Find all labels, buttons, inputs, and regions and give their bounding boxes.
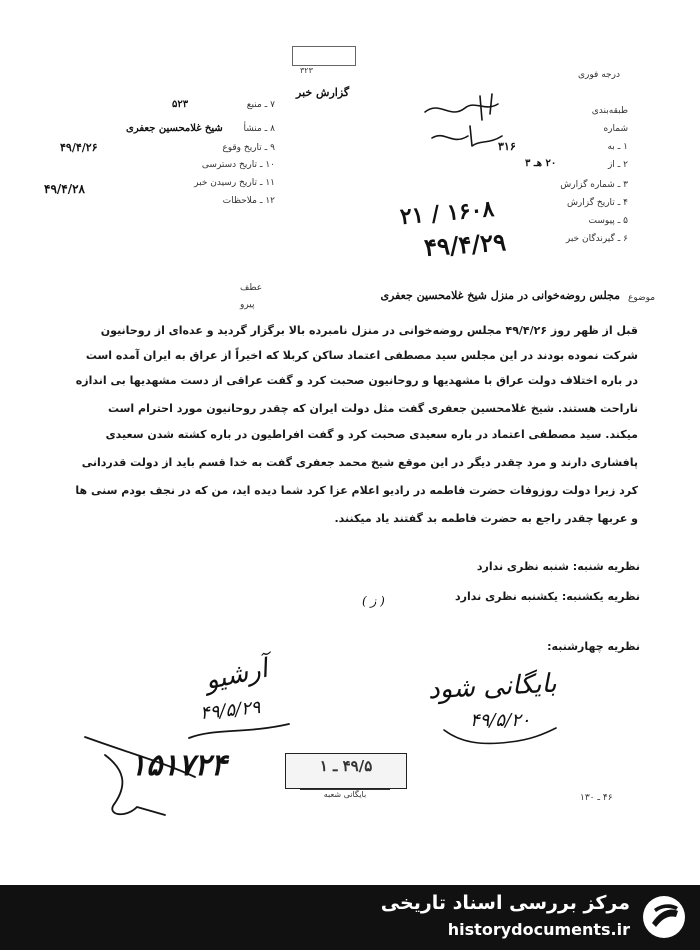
watermark-website-text: historydocuments.ir [447, 920, 630, 939]
page-code [580, 793, 613, 803]
field-recipients [520, 234, 628, 244]
report-subtitle-text: گزارش خبر [296, 86, 350, 99]
field-source-label: ۷ ـ منبع [246, 100, 275, 110]
field-report-no [520, 180, 628, 190]
archive-note-text: آرشیو [202, 653, 271, 697]
field-event-date-value-text: ۴۹/۴/۲۶ [60, 141, 98, 154]
header-scribble-2 [432, 126, 502, 146]
subject-side-b [240, 300, 255, 310]
urgency-label-text: درجه فوری [578, 70, 620, 80]
field-receive-date-value-text: ۴۹/۴/۲۸ [44, 182, 85, 196]
body-line-3 [75, 374, 638, 387]
report-subtitle [296, 86, 349, 99]
handwritten-reg-number [399, 196, 495, 230]
field-receive-date-value [44, 182, 85, 196]
field-classification [520, 106, 628, 116]
field-report-date [520, 198, 628, 208]
note-sunday [360, 590, 640, 603]
field-event-date-value [60, 141, 98, 154]
body-line-5-text: میکند. سید مصطفی اعتماد در باره سعیدی صحبت کرد و گفت افراطیون در باره کشته شدن سعیدی [105, 428, 638, 441]
subject-side-a-text: عطف [240, 283, 263, 293]
field-source-value-text: ۵۲۳ [172, 99, 189, 110]
field-origin-value [126, 123, 223, 134]
body-line-6-text: پافشاری دارند و مرد چقدر دیگر در این موقع شیخ محمد جعفری گفت به خدا قسم باید از دولت قدردانی [81, 456, 638, 469]
body-line-2-text: شرکت نموده بودند در این مجلس سید مصطفی اعتماد ساکن کربلا که اخیراً از عراق به ایران آمده است [85, 349, 638, 362]
subject-label-text: موضوع [628, 293, 656, 303]
handwritten-reg-date-text: ۴۹/۴/۲۹ [423, 227, 507, 262]
watermark-logo-icon [640, 893, 688, 941]
signature-right-flourish-stroke [444, 728, 556, 744]
top-stamp-box [292, 46, 356, 66]
subject-side-a [240, 283, 262, 293]
field-receive-date-label: ۱۱ ـ تاریخ رسیدن خبر [194, 178, 275, 188]
note-saturday-text: نظریه شنبه: شنبه نظری ندارد [476, 560, 640, 573]
body-line-2 [85, 349, 638, 362]
field-access-date [120, 160, 275, 170]
field-event-date [120, 143, 275, 153]
body-line-8 [98, 512, 638, 525]
handwritten-reg-number-text: ۱۶۰۸ / ۲۱ [399, 195, 496, 231]
handwritten-reg-date [423, 227, 507, 262]
field-to-label: ۱ ـ به [607, 142, 628, 152]
note-saturday [360, 560, 640, 573]
field-classification-label: طبقه‌بندی [591, 106, 628, 116]
field-from-label: ۲ ـ از [607, 160, 628, 170]
field-report-date-label: ۴ ـ تاریخ گزارش [566, 198, 628, 208]
note-wednesday [460, 640, 640, 653]
header-scribble-1 [425, 94, 498, 120]
field-from-value-text: ۲۰ هـ ۳ [525, 158, 557, 169]
subject-text-value: مجلس روضه‌خوانی در منزل شیخ غلامحسین جعفری [380, 289, 620, 302]
subject-text [330, 289, 620, 302]
archive-note [203, 654, 271, 696]
signature-right-text: بایگانی شود [427, 668, 558, 706]
watermark-website [440, 920, 630, 939]
signature-right-date-text: ۴۹/۵/۲۰ [470, 710, 531, 731]
watermark-org-name-text: مرکز بررسی اسناد تاریخی [380, 892, 630, 914]
ministry-code-text: ۳۲۳ [300, 66, 313, 75]
big-reference-number-text: ۱۵۱۷۲۴ [130, 748, 227, 783]
field-attachment [520, 216, 628, 226]
field-remarks-label: ۱۲ ـ ملاحظات [222, 196, 275, 206]
body-line-4-text: ناراحت هستند. شیخ غلامحسین جعفری گفت مثل دولت ایران که چقدر روحانیون مورد احترام است [107, 402, 638, 415]
body-line-7-text: کرد زیرا دولت روزوفات حضرت فاطمه در رادیو اعلام عزا کرد شما دیده اید، من که در نجف بودم سنی ها [75, 484, 638, 497]
body-line-5 [98, 428, 638, 441]
note-wednesday-text: نظریه چهارشنبه: [547, 640, 640, 653]
header-scribble-graphic [420, 90, 530, 160]
field-attachment-label: ۵ ـ پیوست [588, 216, 628, 226]
body-line-1-text: قبل از ظهر روز ۴۹/۴/۲۶ مجلس روضه‌خوانی در منزل نامبرده بالا برگزار گردید و عده‌ای از روحانیون [100, 324, 638, 337]
body-line-4 [98, 402, 638, 415]
field-receive-date [120, 178, 275, 188]
archive-date-text: ۴۹/۵/۲۹ [199, 696, 262, 725]
watermark-org-name [380, 892, 630, 914]
big-reference-number [130, 748, 227, 783]
note-sunday-text: نظریه یکشنبه: یکشنبه نظری ندارد [455, 590, 640, 603]
archive-stamp-caption-text: بایگانی شعبه [323, 790, 367, 799]
archive-stamp-text-value: ۴۹/۵ ـ ۱ [319, 757, 373, 775]
field-number-label: شماره [603, 124, 628, 134]
field-origin-value-text: شیخ غلامحسین جعفری [126, 123, 223, 134]
note-sunday-initial-text: ( ز ) [362, 594, 385, 608]
archive-stamp [285, 753, 407, 789]
archive-stamp-caption [300, 789, 390, 799]
field-recipients-label: ۶ ـ گیرندگان خبر [565, 234, 628, 244]
field-event-date-label: ۹ ـ تاریخ وقوع [222, 143, 275, 153]
field-source-value [172, 99, 188, 110]
ministry-code [300, 66, 313, 75]
body-line-6 [81, 456, 638, 469]
urgency-label [578, 70, 620, 80]
field-number [520, 124, 628, 134]
body-line-8-text: و عربها چقدر راجع به حضرت فاطمه بد گفتند یاد میکنند. [334, 512, 638, 525]
signature-right-flourish-graphic [440, 722, 560, 752]
field-source [120, 100, 275, 110]
field-to [520, 142, 628, 152]
body-line-1 [98, 324, 638, 337]
field-report-no-label: ۳ ـ شماره گزارش [560, 180, 628, 190]
field-access-date-label: ۱۰ ـ تاریخ دسترسی [201, 160, 275, 170]
archive-stamp-text [286, 757, 406, 775]
body-line-7 [75, 484, 638, 497]
field-remarks [120, 196, 275, 206]
field-origin-label: ۸ ـ منشأ [243, 124, 275, 134]
note-sunday-initial [362, 594, 385, 608]
subject-label [628, 293, 655, 303]
body-line-3-text: در باره اختلاف دولت عراق با مشهدیها و روحانیون صحبت کرد و گفت عراقی از دست مشهدیها بی اندازه [75, 374, 638, 387]
subject-side-b-text: پیرو [240, 300, 255, 310]
signature-right [427, 669, 557, 706]
page-code-text: ۴۶ ـ ۱۳۰ [580, 793, 613, 803]
field-to-value-text: ۳۱۶ [498, 140, 516, 153]
